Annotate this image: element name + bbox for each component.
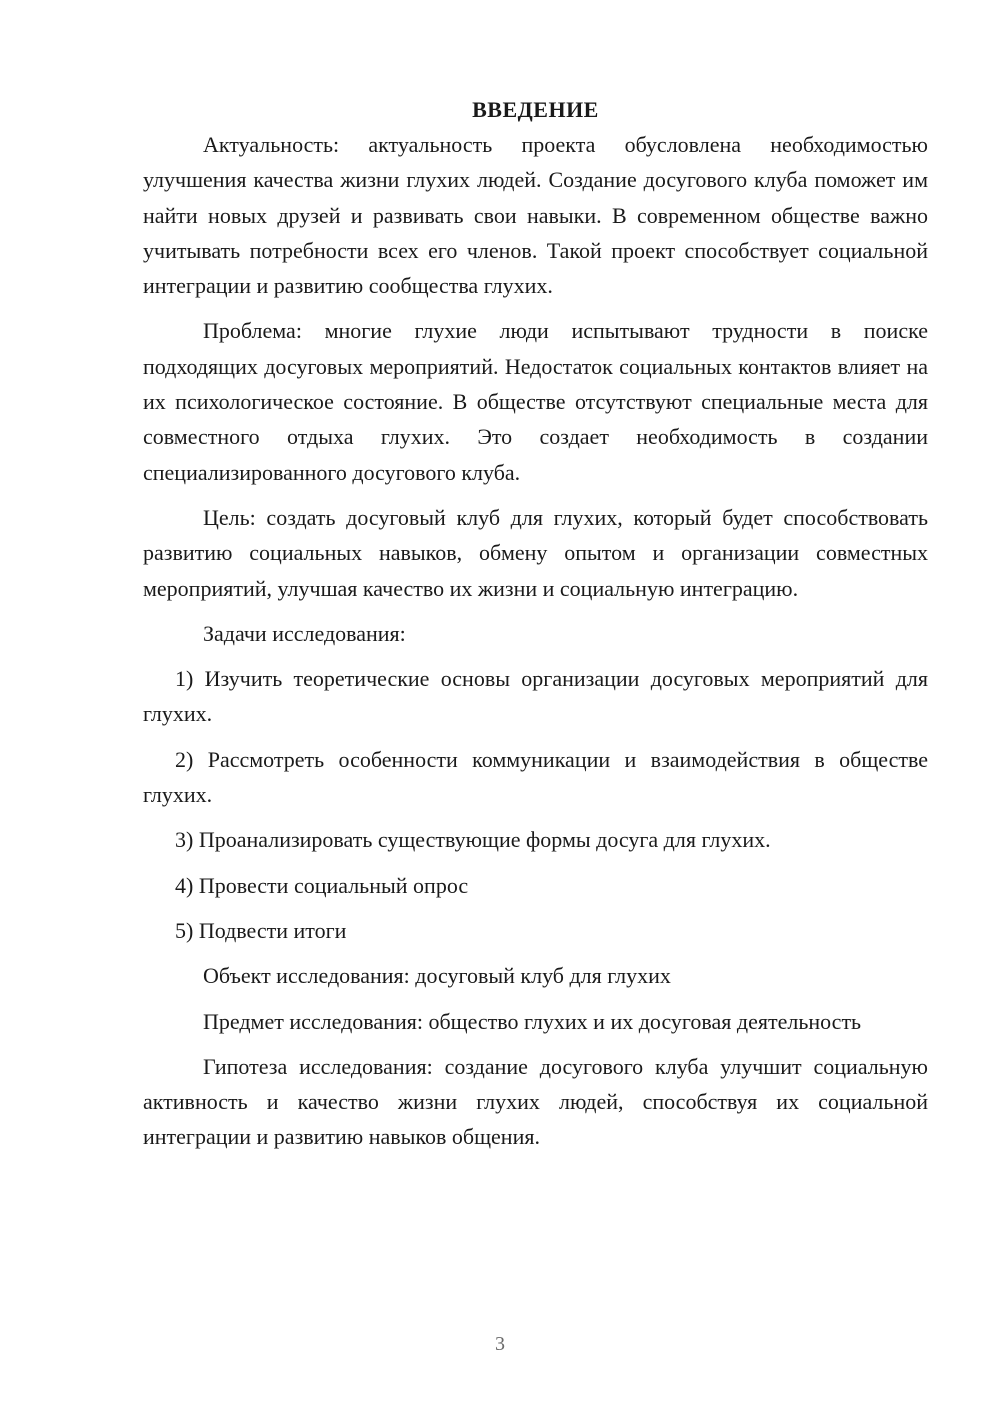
paragraph-research-subject: Предмет исследования: общество глухих и их досуговая деятельность <box>203 1008 862 1034</box>
task-item-2: 2) Рассмотреть особенности коммуникации и взаимодействия в обществе глухих. <box>143 746 928 808</box>
page-title: ВВЕДЕНИЕ <box>472 97 599 122</box>
paragraph-research-hypothesis: Гипотеза исследования: создание досугового клуба улучшит социальную активность и качество жизни глухих людей, способствуя их социальной интеграции и развитию навыков общения. <box>143 1053 928 1150</box>
task-item-1: 1) Изучить теоретические основы организации досуговых мероприятий для глухих. <box>143 666 928 727</box>
task-item-4: 4) Провести социальный опрос <box>175 872 469 898</box>
page-content <box>143 92 928 1155</box>
paragraph-relevance: Актуальность: актуальность проекта обусловлена необходимостью улучшения качества жизни глухих людей. Создание досугового клуба поможет им найти новых друзей и развивать свои навыки. В современном обществе важно учитывать потребности всех его членов. Такой проект способствует социальной интеграции и развитию сообщества глухих. <box>143 132 928 299</box>
task-item-3: 3) Проанализировать существующие формы досуга для глухих. <box>175 827 771 853</box>
page-number: 3 <box>495 1333 505 1355</box>
paragraph-research-object: Объект исследования: досуговый клуб для глухих <box>203 963 671 989</box>
paragraph-goal: Цель: создать досуговый клуб для глухих, который будет способствовать развитию социальных навыков, обмену опытом и организации совместных мероприятий, улучшая качество их жизни и социальную интеграцию. <box>143 504 928 601</box>
paragraph-problem: Проблема: многие глухие люди испытывают трудности в поиске подходящих досуговых мероприятий. Недостаток социальных контактов влияет на их психологическое состояние. В обществе отсутствуют специальные места для совместного отдыха глухих. Это создает необходимость в создании специализированного досугового клуба. <box>143 318 928 485</box>
task-item-5: 5) Подвести итоги <box>175 917 347 943</box>
paragraph-tasks-heading: Задачи исследования: <box>203 620 406 646</box>
